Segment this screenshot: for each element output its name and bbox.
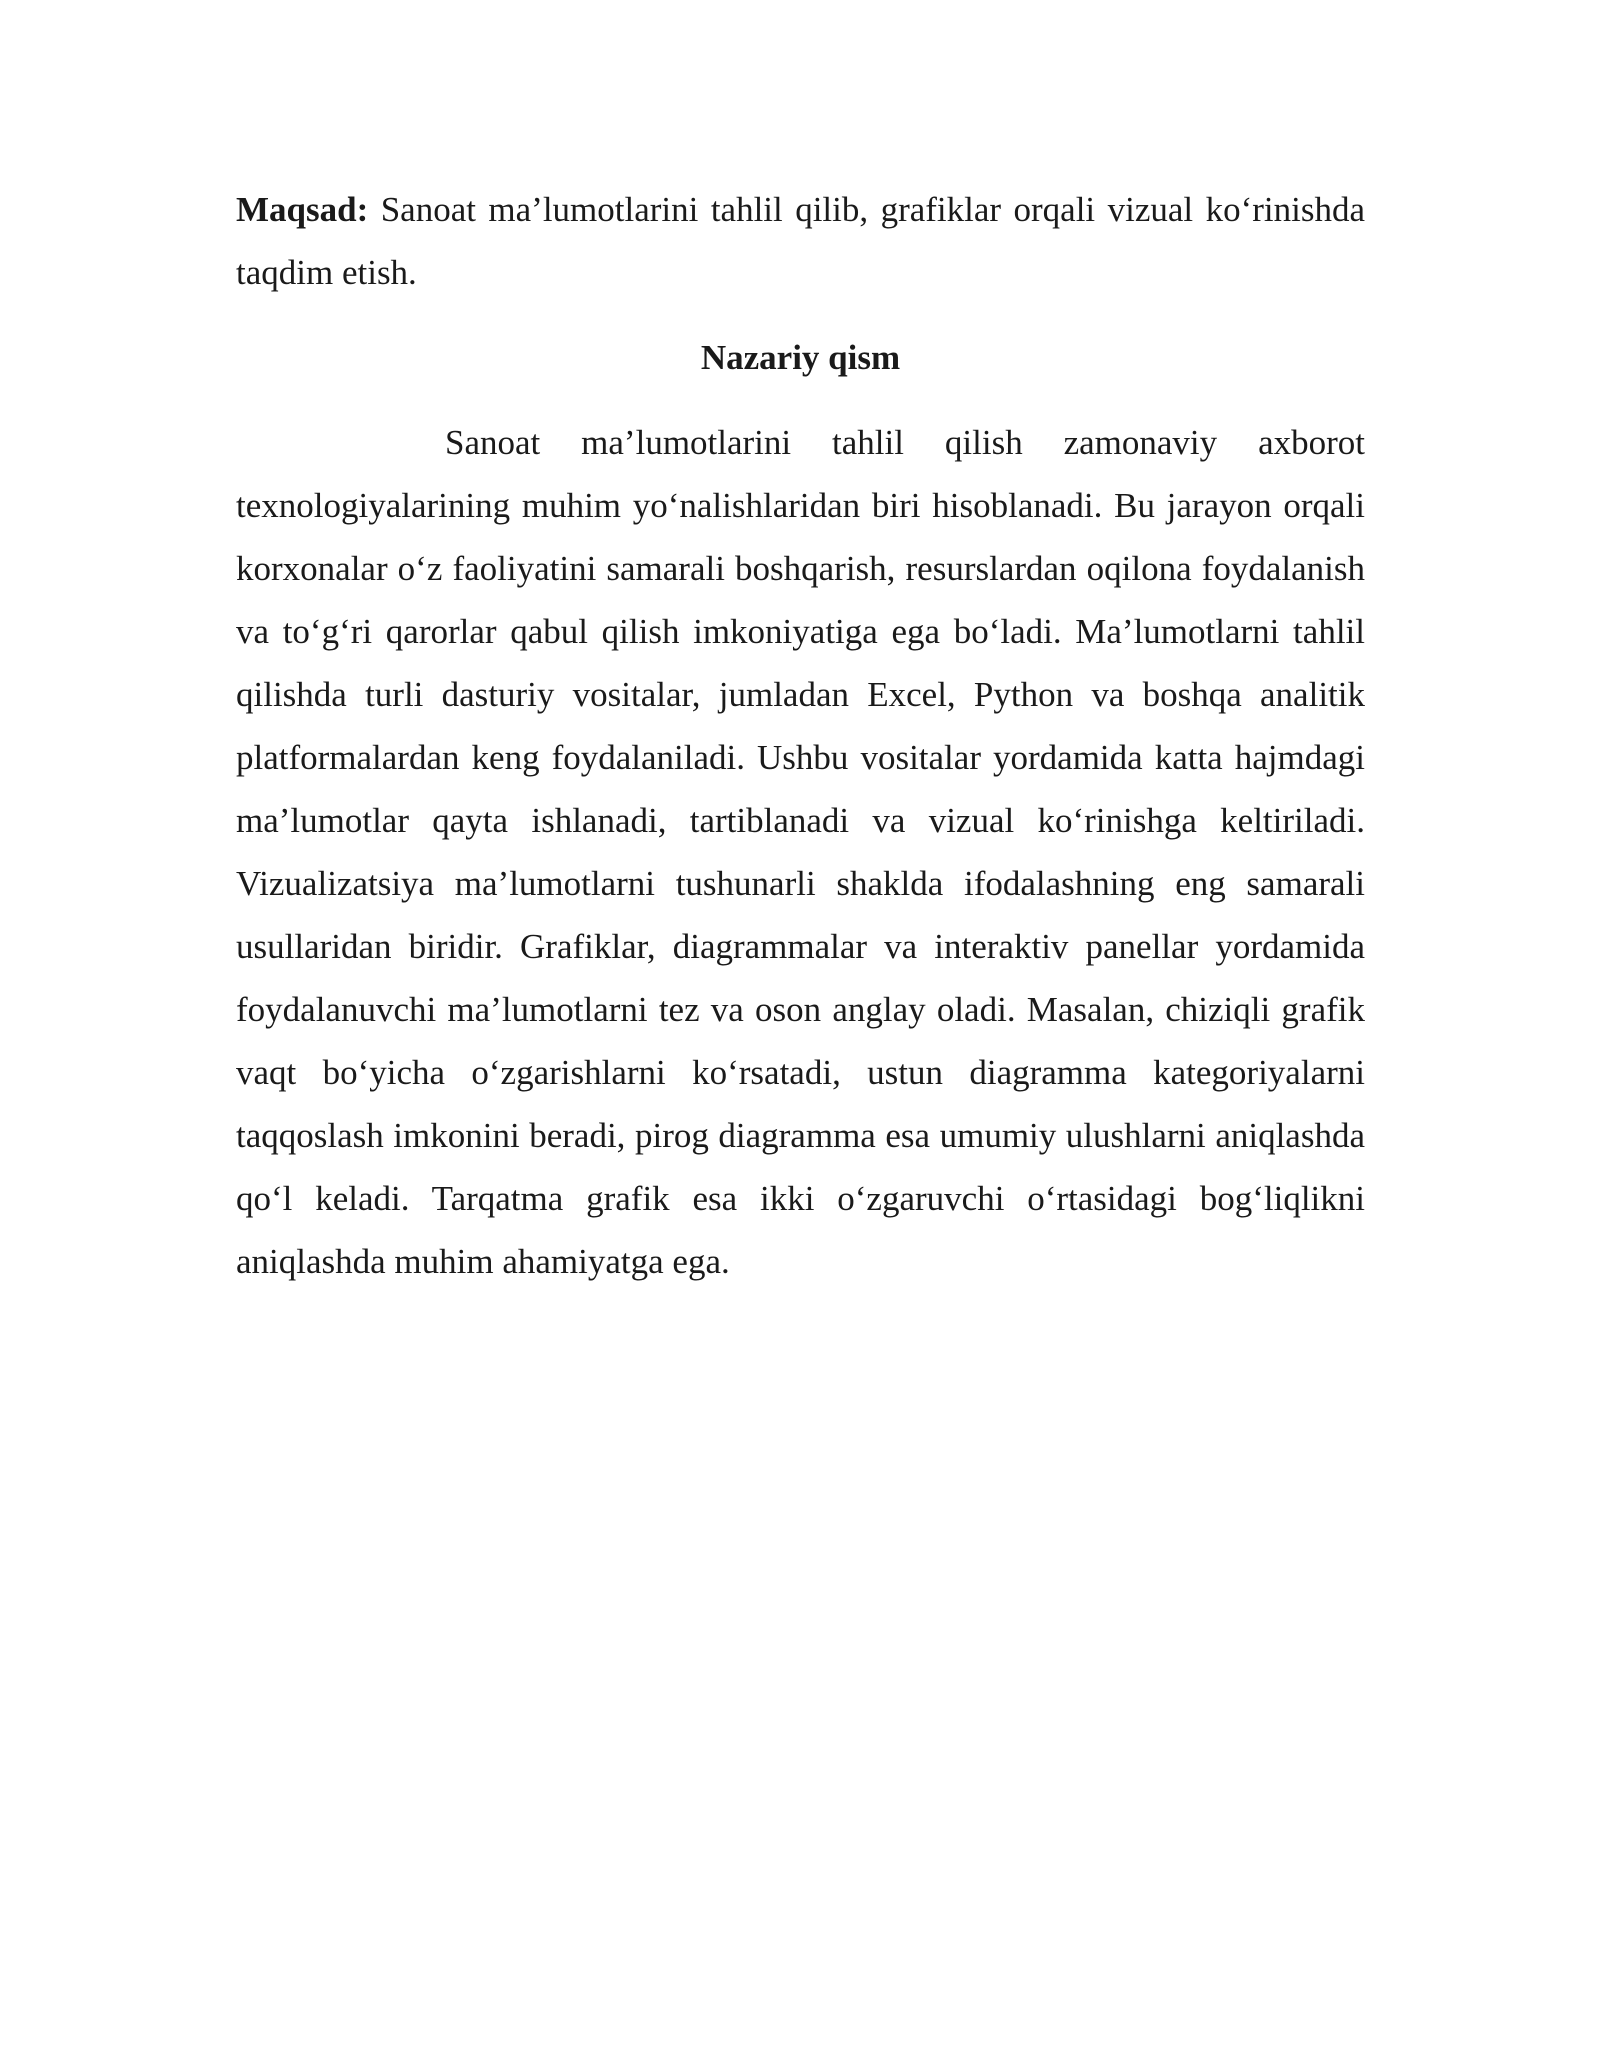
document-content: [236, 178, 1365, 1293]
goal-paragraph: [236, 178, 1365, 304]
goal-text: Sanoat ma’lumotlarini tahlil qilib, grafiklar orqali vizual ko‘rinishda taqdim etish.: [236, 190, 1365, 292]
body-paragraph: Sanoat ma’lumotlarini tahlil qilish zamonaviy axborot texnologiyalarining muhim yo‘nalishlaridan biri hisoblanadi. Bu jarayon orqali korxonalar o‘z faoliyatini samarali boshqarish, resurslardan oqilona foydalanish va to‘g‘ri qarorlar qabul qilish imkoniyatiga ega bo‘ladi. Ma’lumotlarni tahlil qilishda turli dasturiy vositalar, jumladan Excel, Python va boshqa analitik platformalardan keng foydalaniladi. Ushbu vositalar yordamida katta hajmdagi ma’lumotlar qayta ishlanadi, tartiblanadi va vizual ko‘rinishga keltiriladi. Vizualizatsiya ma’lumotlarni tushunarli shaklda ifodalashning eng samarali usullaridan biridir. Grafiklar, diagrammalar va interaktiv panellar yordamida foydalanuvchi ma’lumotlarni tez va oson anglay oladi. Masalan, chiziqli grafik vaqt bo‘yicha o‘zgarishlarni ko‘rsatadi, ustun diagramma kategoriyalarni taqqoslash imkonini beradi, pirog diagramma esa umumiy ulushlarni aniqlashda qo‘l keladi. Tarqatma grafik esa ikki o‘zgaruvchi o‘rtasidagi bog‘liqlikni aniqlashda muhim ahamiyatga ega.: [236, 423, 1365, 1281]
goal-label: Maqsad:: [236, 190, 369, 229]
section-heading: Nazariy qism: [700, 338, 901, 377]
